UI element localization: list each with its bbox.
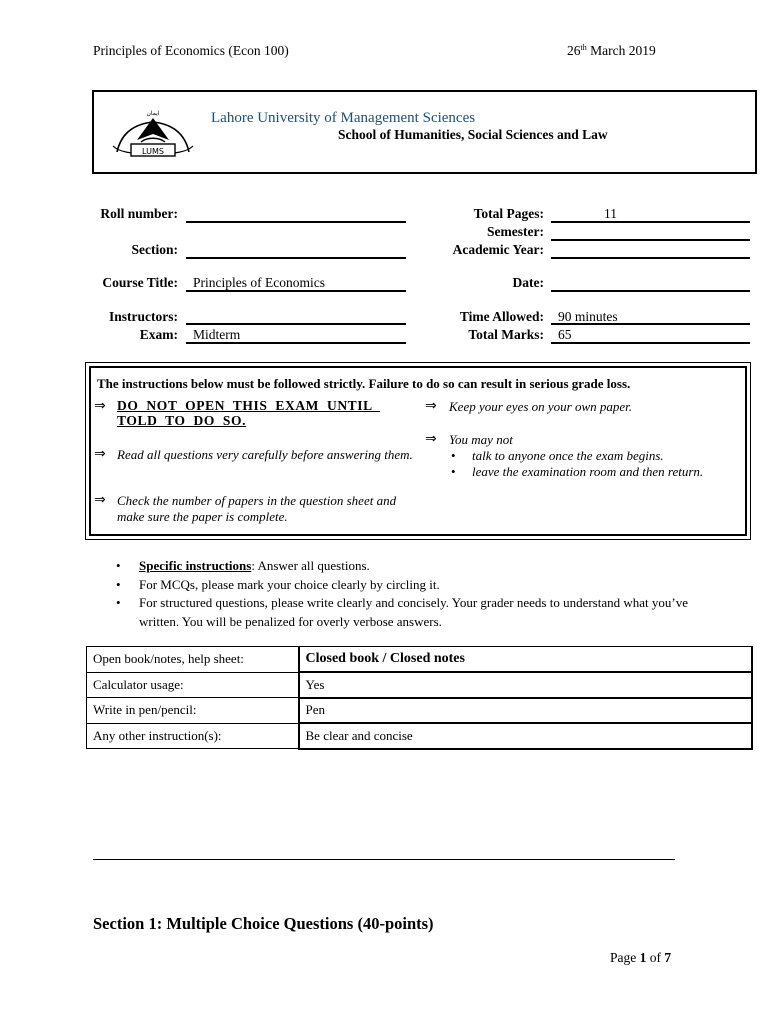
- table-cell-value: Pen: [299, 698, 752, 724]
- instructors-label: Instructors:: [109, 309, 178, 324]
- semester-field[interactable]: [551, 239, 750, 241]
- instructions-box: [85, 362, 751, 540]
- specific-instructions: [116, 557, 696, 631]
- bullet-icon: •: [451, 448, 456, 463]
- exam-field[interactable]: [186, 342, 406, 344]
- exam-date: [567, 43, 656, 59]
- total-pages-label: Total Pages:: [473, 206, 544, 221]
- instructors-field[interactable]: [186, 323, 406, 325]
- section-title: Section 1: Multiple Choice Questions (40-points): [93, 914, 434, 933]
- page-word: Page: [610, 950, 640, 965]
- arrow-icon: ⇒: [94, 446, 106, 462]
- logo-text: LUMS: [142, 147, 164, 156]
- do-not-open-line1: DO NOT OPEN THIS EXAM UNTIL: [117, 398, 380, 413]
- table-row: [87, 647, 752, 673]
- table-cell-label: Open book/notes, help sheet:: [87, 647, 299, 673]
- do-not-open-line2: TOLD TO DO SO.: [117, 413, 247, 428]
- table-row: [87, 723, 752, 749]
- time-allowed-value: 90 minutes: [558, 309, 618, 324]
- course-title-label: Course Title:: [102, 275, 178, 290]
- total-pages-value: 11: [604, 206, 617, 221]
- list-item: [116, 557, 696, 576]
- academic-year-label: Academic Year:: [452, 242, 544, 257]
- section-field[interactable]: [186, 257, 406, 259]
- exam-value: Midterm: [193, 327, 241, 342]
- specific-instructions-label: Specific instructions: [139, 558, 252, 573]
- list-item: [116, 594, 696, 631]
- date-day: 26: [567, 43, 581, 58]
- university-name: Lahore University of Management Sciences: [211, 110, 476, 126]
- date-label: Date:: [512, 275, 544, 290]
- section-label: Section:: [131, 242, 178, 257]
- time-allowed-label: Time Allowed:: [459, 309, 544, 324]
- table-row: [87, 698, 752, 724]
- table-cell-label: Write in pen/pencil:: [87, 698, 299, 724]
- exam-rules-table: [86, 646, 753, 750]
- arrow-icon: ⇒: [425, 431, 437, 447]
- table-row: [87, 672, 752, 698]
- course-title-field[interactable]: [186, 290, 406, 292]
- roll-number-label: Roll number:: [100, 206, 178, 221]
- date-month-year: March 2019: [586, 43, 656, 58]
- structured-instruction: For structured questions, please write clearly and concisely. Your grader needs to understand what you’ve written. You will be penalized for overly verbose answers.: [139, 595, 688, 629]
- course-header: Principles of Economics (Econ 100): [93, 43, 289, 58]
- read-questions-instruction: Read all questions very carefully before answering them.: [117, 447, 413, 462]
- eyes-instruction: Keep your eyes on your own paper.: [449, 399, 633, 414]
- table-cell-label: Calculator usage:: [87, 672, 299, 698]
- logo-script: ایمان: [146, 110, 160, 117]
- mcq-instruction: For MCQs, please mark your choice clearly by circling it.: [139, 576, 440, 592]
- leave-room-instruction: leave the examination room and then return.: [472, 464, 704, 479]
- instructions-title: The instructions below must be followed strictly. Failure to do so can result in serious grade loss.: [97, 376, 631, 391]
- roll-number-field[interactable]: [186, 221, 406, 223]
- bullet-icon: •: [451, 464, 456, 479]
- arrow-icon: ⇒: [94, 398, 106, 414]
- semester-label: Semester:: [487, 224, 544, 239]
- lums-logo-icon: [111, 104, 195, 164]
- page-total: 7: [664, 950, 672, 965]
- academic-year-field[interactable]: [551, 257, 750, 259]
- total-pages-field[interactable]: [551, 221, 750, 223]
- table-cell-label: Any other instruction(s):: [87, 723, 299, 749]
- divider: [93, 859, 675, 860]
- table-cell-value: Yes: [299, 672, 752, 698]
- table-cell-value: Be clear and concise: [299, 723, 752, 749]
- total-marks-value: 65: [558, 327, 572, 342]
- you-may-not-instruction: You may not: [449, 432, 513, 447]
- page-of: of: [646, 950, 665, 965]
- arrow-icon: ⇒: [94, 492, 106, 508]
- check-papers-instruction: Check the number of papers in the question sheet and make sure the paper is complete.: [117, 493, 397, 524]
- total-marks-field[interactable]: [551, 342, 750, 344]
- exam-label: Exam:: [139, 327, 178, 342]
- arrow-icon: ⇒: [425, 398, 437, 414]
- university-banner: [92, 90, 757, 174]
- time-allowed-field[interactable]: [551, 323, 750, 325]
- list-item: [116, 576, 696, 595]
- total-marks-label: Total Marks:: [468, 327, 544, 342]
- bullet-icon: •: [116, 558, 121, 573]
- talk-instruction: talk to anyone once the exam begins.: [472, 448, 664, 463]
- page-number: [610, 950, 671, 966]
- specific-instructions-text: : Answer all questions.: [251, 558, 370, 573]
- course-title-value: Principles of Economics: [193, 275, 325, 290]
- page-current: 1: [639, 950, 647, 965]
- instructions-inner: [89, 366, 747, 536]
- bullet-icon: •: [116, 576, 121, 592]
- date-suffix: th: [580, 43, 587, 52]
- table-cell-value: Closed book / Closed notes: [299, 647, 752, 673]
- bullet-icon: •: [116, 595, 121, 610]
- school-name: School of Humanities, Social Sciences and Law: [338, 127, 608, 142]
- date-field[interactable]: [551, 290, 750, 292]
